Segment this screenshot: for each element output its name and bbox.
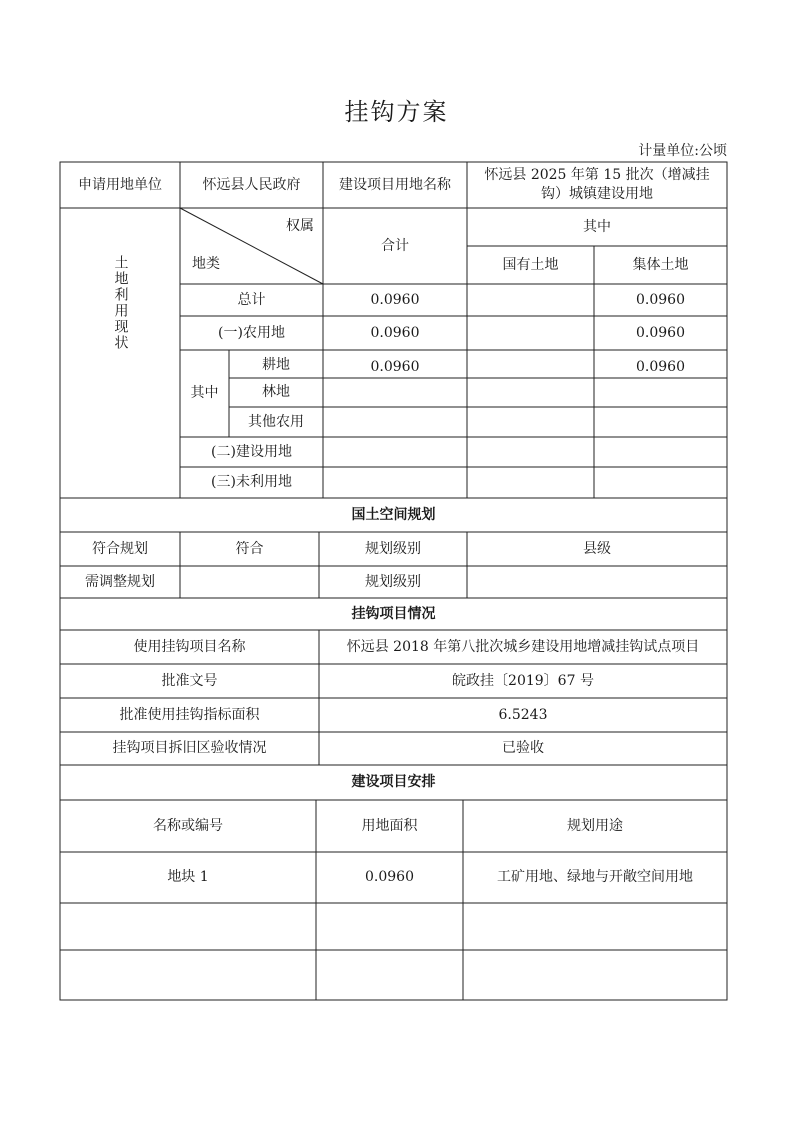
arrangement-row-2-area <box>316 903 463 950</box>
row-total-total: 0.0960 <box>370 291 420 308</box>
planning-section-title: 国土空间规划 <box>351 506 436 523</box>
arrangement-row-2-use <box>463 903 727 950</box>
adjust-plan-level-label: 规划级别 <box>365 573 421 590</box>
acceptance-label: 挂钩项目拆旧区验收情况 <box>112 740 267 756</box>
row-unused-state <box>467 467 594 498</box>
row-agricultural-collective: 0.0960 <box>636 324 685 341</box>
land-status-side-label: 土地利用现状 <box>112 255 129 351</box>
row-unused-total <box>323 467 467 498</box>
conform-plan-label: 符合规划 <box>92 540 148 557</box>
arrangement-row-1-use: 工矿用地、绿地与开敞空间用地 <box>497 869 693 885</box>
among-row-label: 其中 <box>190 385 219 401</box>
row-agricultural-state <box>467 316 594 350</box>
row-construction-state <box>467 437 594 467</box>
row-name-forest: 林地 <box>262 384 290 400</box>
row-name-construction: (二)建设用地 <box>211 443 292 460</box>
approval-doc-label: 批准文号 <box>161 672 218 689</box>
among-column-header: 其中 <box>583 218 611 235</box>
approved-area-value: 6.5243 <box>498 706 548 723</box>
project-label: 建设项目用地名称 <box>339 176 451 193</box>
col-area-header: 用地面积 <box>361 817 418 834</box>
linkage-name-value: 怀远县 2018 年第八批次城乡建设用地增减挂钩试点项目 <box>346 638 700 655</box>
linkage-section-title: 挂钩项目情况 <box>351 605 436 622</box>
row-other-agri-total <box>323 407 467 437</box>
arrangement-row-3-use <box>463 950 727 1000</box>
approval-doc-value: 皖政挂〔2019〕67 号 <box>452 672 594 689</box>
row-construction-collective <box>594 437 727 467</box>
project-value: 怀远县 2025 年第 15 批次（增减挂钩）城镇建设用地 <box>484 167 710 202</box>
row-cultivated-total: 0.0960 <box>370 359 420 375</box>
applicant-value: 怀远县人民政府 <box>202 176 301 193</box>
approved-area-label: 批准使用挂钩指标面积 <box>119 706 260 723</box>
row-cultivated-collective: 0.0960 <box>636 359 685 375</box>
state-land-header: 国有土地 <box>502 256 559 273</box>
row-forest-state <box>467 378 594 407</box>
plan-level-label: 规划级别 <box>365 540 421 557</box>
arrangement-row-3-name <box>60 950 316 1000</box>
col-use-header: 规划用途 <box>567 817 623 834</box>
row-construction-total <box>323 437 467 467</box>
row-other-agri-collective <box>594 407 727 437</box>
applicant-label: 申请用地单位 <box>78 176 162 193</box>
row-name-cultivated: 耕地 <box>262 357 290 373</box>
arrangement-row-1-area: 0.0960 <box>365 869 414 885</box>
row-total-collective: 0.0960 <box>636 291 685 308</box>
adjust-plan-label: 需调整规划 <box>85 573 155 590</box>
arrangement-row-2-name <box>60 903 316 950</box>
row-forest-total <box>323 378 467 407</box>
linkage-name-label: 使用挂钩项目名称 <box>133 638 246 655</box>
row-agricultural-total: 0.0960 <box>370 324 420 341</box>
plan-level-value: 县级 <box>583 540 611 557</box>
diag-bottom-label: 地类 <box>192 255 220 272</box>
total-column-header: 合计 <box>381 237 409 254</box>
row-total-state <box>467 284 594 316</box>
row-cultivated-state <box>467 350 594 378</box>
col-name-header: 名称或编号 <box>153 817 223 834</box>
arrangement-row-1-name: 地块 1 <box>167 869 209 885</box>
adjust-plan-value <box>180 566 319 598</box>
conform-plan-value: 符合 <box>235 540 264 557</box>
row-name-agricultural: (一)农用地 <box>218 324 285 341</box>
row-forest-collective <box>594 378 727 407</box>
collective-land-header: 集体土地 <box>632 256 689 273</box>
arrangement-row-3-area <box>316 950 463 1000</box>
row-name-other-agri: 其他农用 <box>248 413 304 430</box>
row-unused-collective <box>594 467 727 498</box>
arrangement-section-title: 建设项目安排 <box>351 774 436 790</box>
row-name-total: 总计 <box>237 291 266 308</box>
row-other-agri-state <box>467 407 594 437</box>
page-title: 挂钩方案 <box>344 98 449 126</box>
measurement-unit: 计量单位:公顷 <box>638 143 727 159</box>
acceptance-value: 已验收 <box>502 740 544 756</box>
row-name-unused: (三)未利用地 <box>211 474 292 490</box>
adjust-plan-level-value <box>467 566 727 598</box>
diag-top-label: 权属 <box>286 217 314 234</box>
